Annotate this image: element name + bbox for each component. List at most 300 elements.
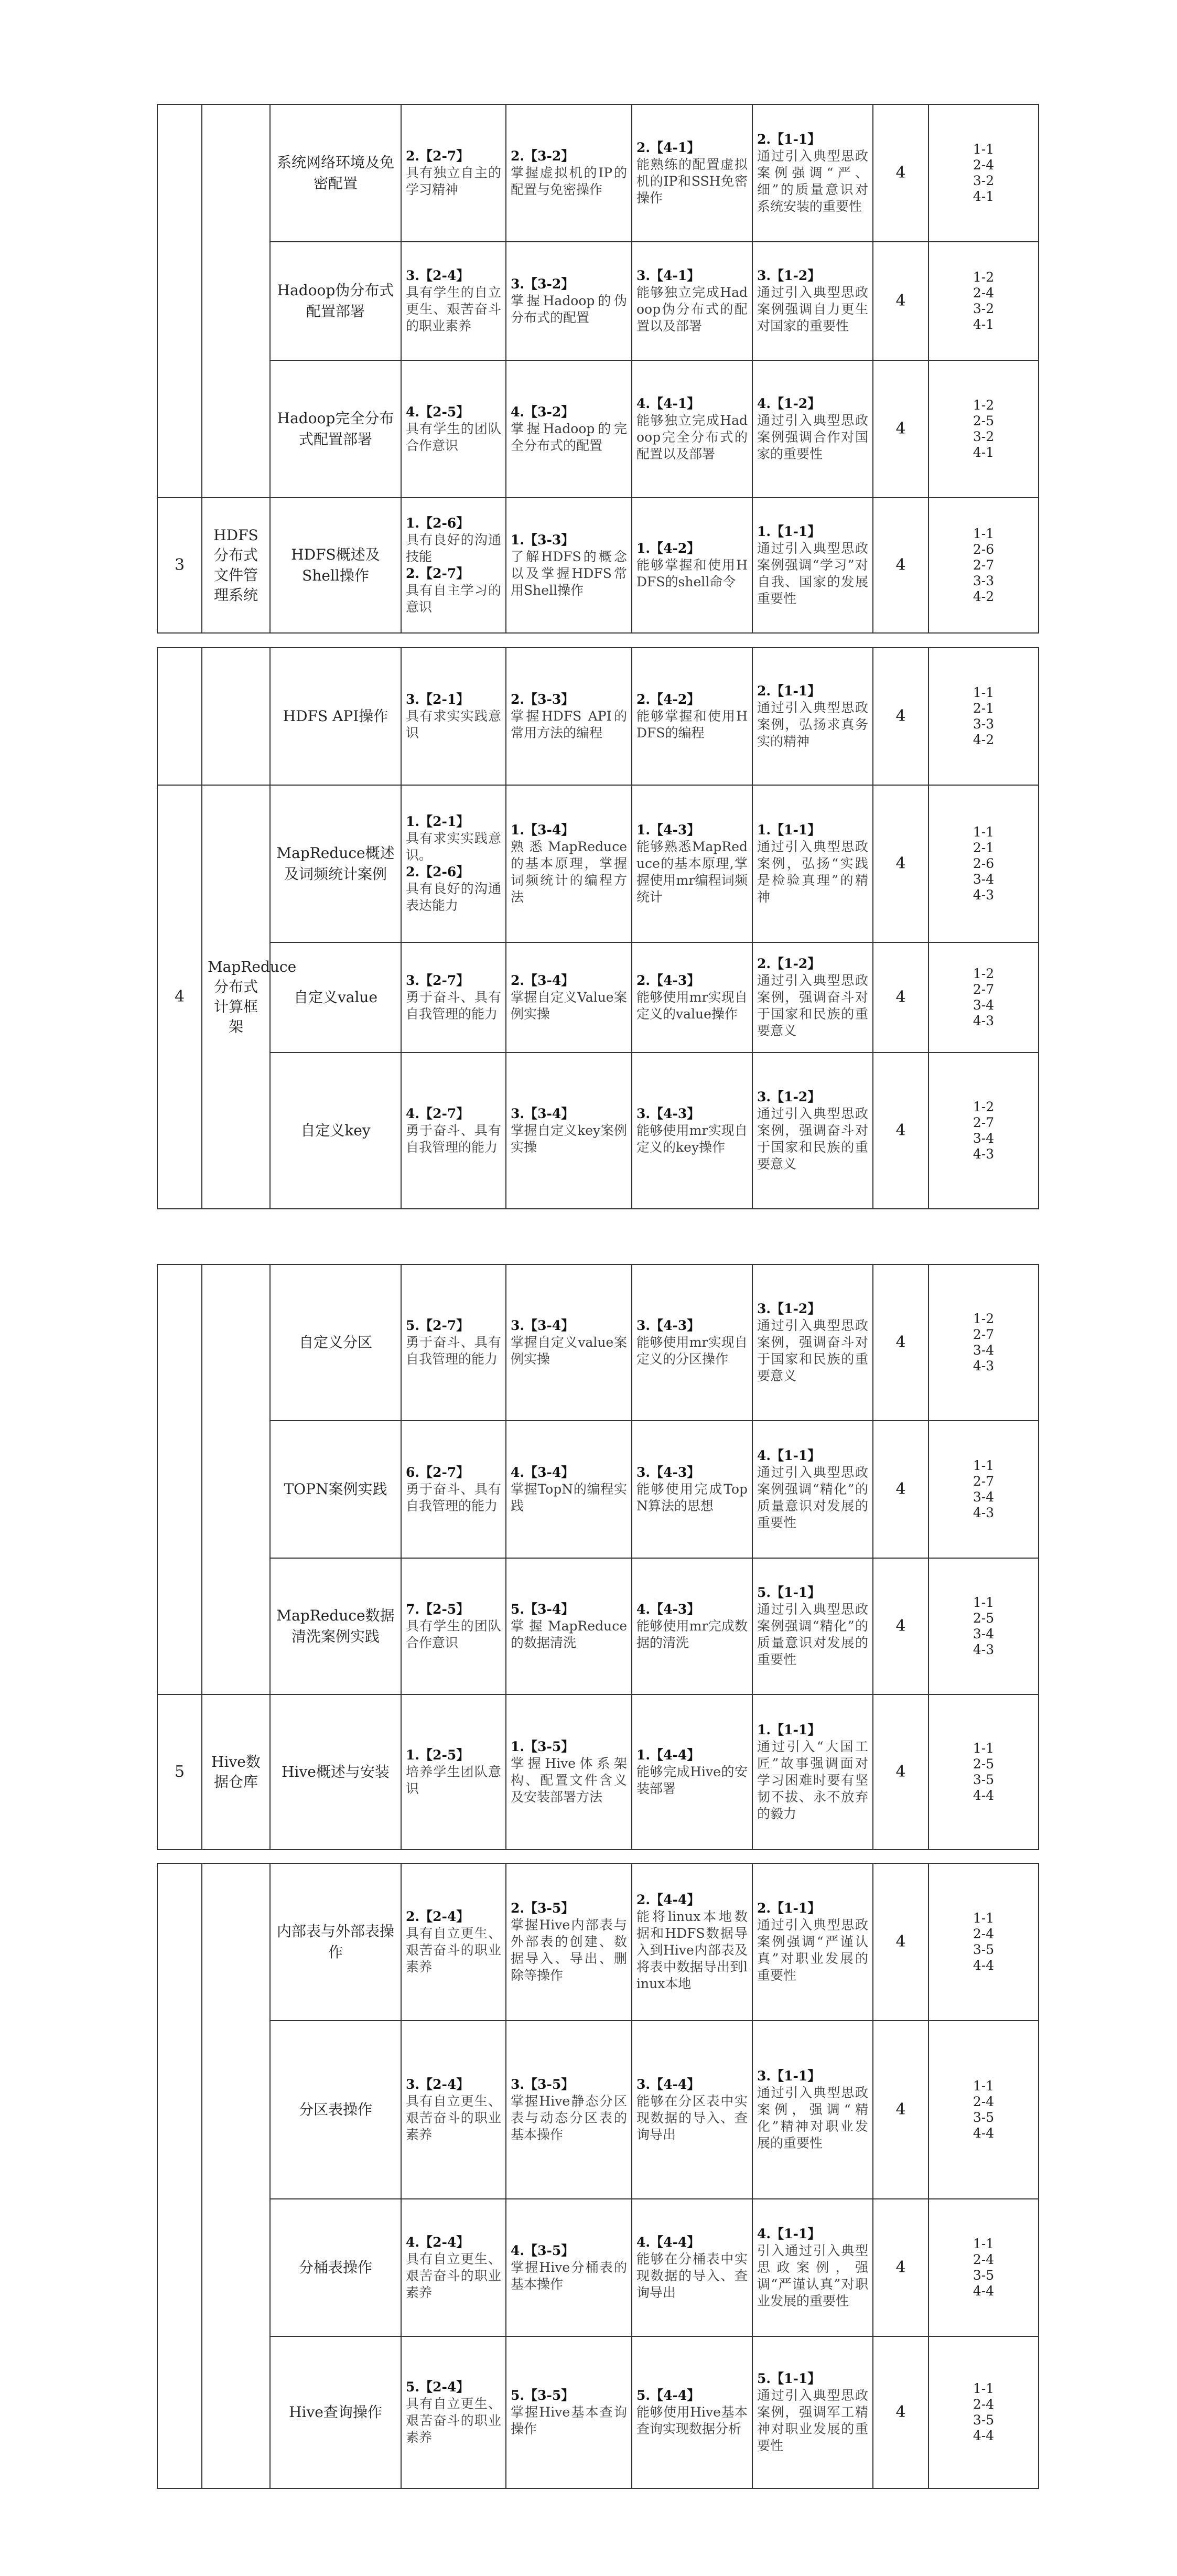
item-text: 勇于奋斗、具有自我管理的能力 [406,1123,501,1155]
ideology-objective-cell [752,942,873,1053]
ideology-objective-cell [752,1421,873,1558]
mapping-code: 1-2 [973,1311,995,1326]
skill-objective-cell [632,1421,752,1558]
item-code: 5.【3-5】 [511,2388,575,2403]
hours-cell: 4 [873,1264,928,1421]
mapping-cell [928,360,1039,498]
item-code: 3.【1-2】 [757,1089,821,1104]
item-code: 4.【4-3】 [636,1602,700,1617]
mapping-code: 3-5 [973,1942,995,1957]
mapping-code: 2-7 [973,1474,995,1489]
item-code: 5.【2-7】 [406,1318,470,1333]
item-text: 掌握自定义key案例实操 [511,1123,627,1155]
item-code: 2.【3-4】 [511,973,575,988]
mapping-cell [928,498,1039,633]
mapping-code: 1-1 [973,1741,995,1756]
item-text: 掌握MapReduce的数据清洗 [511,1618,627,1650]
item-text: 具有自立更生、艰苦奋斗的职业素养 [406,1926,501,1974]
item-text: 具有自立更生、艰苦奋斗的职业素养 [406,2251,501,2300]
item-code: 1.【2-1】 [406,814,470,829]
item-code: 5.【1-1】 [757,2371,821,2386]
item-code: 3.【2-4】 [406,2077,470,2092]
topic-cell: MapReduce数据清洗案例实践 [270,1558,401,1694]
item-code: 3.【1-2】 [757,1301,821,1316]
mapping-code: 1-1 [973,2236,995,2251]
quality-objective-cell [401,2021,506,2199]
skill-objective-cell [632,2021,752,2199]
knowledge-objective-cell [506,360,632,498]
mapping-code: 2-4 [973,2252,995,2267]
item-text: 具有学生的团队合作意识 [406,1618,501,1650]
mapping-code: 3-4 [973,1489,995,1505]
quality-objective-cell [401,942,506,1053]
topic-cell: Hadoop伪分布式配置部署 [270,242,401,360]
item-code: 4.【3-5】 [511,2243,575,2258]
item-code: 4.【1-2】 [757,396,821,411]
hours-cell: 4 [873,2199,928,2336]
item-code: 4.【3-2】 [511,404,575,420]
item-code: 3.【3-4】 [511,1318,575,1333]
mapping-code: 3-3 [973,716,995,732]
item-text: 掌握虚拟机的IP的配置与免密操作 [511,165,627,197]
item-code: 2.【1-1】 [757,1901,821,1916]
hours-cell: 4 [873,1863,928,2021]
quality-objective-cell [401,1264,506,1421]
mapping-code: 2-1 [973,840,995,855]
mapping-code: 3-2 [973,429,995,444]
knowledge-objective-cell [506,1558,632,1694]
mapping-code: 3-2 [973,301,995,316]
skill-objective-cell [632,104,752,242]
item-code: 1.【2-6】 [406,516,470,531]
item-text: 培养学生团队意识 [406,1764,501,1796]
ideology-objective-cell [752,1558,873,1694]
topic-cell: 分区表操作 [270,2021,401,2199]
table-row [157,785,1039,942]
table-row [157,1558,1039,1694]
item-code: 2.【2-4】 [406,1909,470,1924]
quality-objective-cell [401,1421,506,1558]
module-name: HDFS分布式文件管理系统 [202,498,270,633]
quality-objective-cell [401,1694,506,1850]
item-code: 1.【4-3】 [636,822,700,838]
mapping-code: 4-3 [973,1642,995,1657]
quality-objective-cell [401,648,506,785]
item-text: 掌握Hive基本查询操作 [511,2405,627,2437]
ideology-objective-cell [752,242,873,360]
mapping-code: 2-6 [973,542,995,557]
mapping-code: 1-2 [973,398,995,413]
item-text: 掌握Hive静态分区表与动态分区表的基本操作 [511,2094,627,2142]
mapping-code: 1-1 [973,526,995,541]
knowledge-objective-cell [506,1421,632,1558]
knowledge-objective-cell [506,242,632,360]
item-text: 能够使用完成TopN算法的思想 [636,1482,748,1514]
mapping-code: 2-7 [973,982,995,997]
item-text: 能够在分桶表中实现数据的导入、查询导出 [636,2251,748,2300]
hours-cell: 4 [873,1694,928,1850]
mapping-code: 4-2 [973,732,995,747]
item-code: 2.【2-7】 [406,566,470,581]
table-row [157,648,1039,785]
hours-cell: 4 [873,648,928,785]
mapping-code: 2-4 [973,285,995,300]
module-number [157,1264,202,1694]
item-text: 掌握TopN的编程实践 [511,1482,627,1514]
item-code: 2.【1-1】 [757,132,821,147]
mapping-code: 1-1 [973,2078,995,2094]
item-code: 1.【2-5】 [406,1747,470,1763]
item-text: 能够使用Hive基本查询实现数据分析 [636,2405,748,2437]
skill-objective-cell [632,785,752,942]
hours-cell: 4 [873,1558,928,1694]
table-row [157,2199,1039,2336]
quality-objective-cell [401,242,506,360]
item-text: 掌握Hadoop的完全分布式的配置 [511,421,627,453]
mapping-code: 2-7 [973,1327,995,1342]
item-code: 1.【1-1】 [757,524,821,539]
skill-objective-cell [632,1264,752,1421]
topic-cell: Hadoop完全分布式配置部署 [270,360,401,498]
syllabus-table [157,104,1039,634]
mapping-code: 1-1 [973,2381,995,2396]
item-text: 掌握Hive内部表与外部表的创建、数据导入、导出、删除等操作 [511,1917,627,1983]
item-text: 通过引入典型思政案例，强调奋斗对于国家和民族的重要意义 [757,1318,868,1383]
skill-objective-cell [632,2199,752,2336]
mapping-cell [928,785,1039,942]
table-page [157,647,1038,1209]
table-row [157,242,1039,360]
item-code: 4.【4-4】 [636,2235,700,2250]
table-row [157,1421,1039,1558]
mapping-code: 4-3 [973,1013,995,1028]
item-text: 掌握自定义value案例实操 [511,1335,627,1367]
table-row [157,1863,1039,2021]
skill-objective-cell [632,2336,752,2488]
item-text: 具有自立更生、艰苦奋斗的职业素养 [406,2094,501,2142]
mapping-cell [928,2336,1039,2488]
item-code: 3.【2-4】 [406,268,470,283]
mapping-code: 1-2 [973,966,995,981]
item-code: 3.【4-3】 [636,1318,700,1333]
mapping-code: 4-3 [973,1358,995,1373]
item-code: 5.【4-4】 [636,2388,700,2403]
mapping-code: 4-1 [973,189,995,204]
mapping-code: 3-4 [973,997,995,1013]
item-code: 2.【3-3】 [511,692,575,707]
table-page [157,1863,1038,2489]
module-name [202,648,270,785]
item-code: 4.【1-1】 [757,2226,821,2241]
quality-objective-cell [401,1558,506,1694]
item-code: 6.【2-7】 [406,1465,470,1480]
module-number [157,1863,202,2488]
item-text: 具有独立自主的学习精神 [406,165,501,197]
mapping-code: 2-5 [973,1756,995,1772]
mapping-code: 1-1 [973,142,995,157]
item-code: 5.【1-1】 [757,1585,821,1600]
topic-cell: 内部表与外部表操作 [270,1863,401,2021]
item-text: 通过引入典型思政案例，强调“精化”精神对职业发展的重要性 [757,2085,868,2151]
item-text: 能够使用mr实现自定义的分区操作 [636,1335,748,1367]
mapping-code: 2-5 [973,413,995,428]
module-name: MapReduce分布式计算框架 [202,785,270,1209]
item-code: 1.【4-4】 [636,1747,700,1763]
mapping-code: 2-1 [973,701,995,716]
hours-cell: 4 [873,1421,928,1558]
item-text: 通过引入典型思政案例，强调军工精神对职业发展的重要性 [757,2388,868,2453]
topic-cell: 自定义value [270,942,401,1053]
item-code: 2.【3-5】 [511,1901,575,1916]
item-code: 3.【4-4】 [636,2077,700,2092]
table-page [157,104,1038,634]
quality-objective-cell [401,104,506,242]
item-text: 能够在分区表中实现数据的导入、查询导出 [636,2094,748,2142]
mapping-code: 3-5 [973,2412,995,2428]
table-row [157,2336,1039,2488]
skill-objective-cell [632,1694,752,1850]
mapping-code: 3-4 [973,872,995,887]
item-text: 具有自主学习的意识 [406,583,501,615]
mapping-code: 4-4 [973,1958,995,1973]
mapping-code: 2-4 [973,1926,995,1941]
item-code: 3.【3-5】 [511,2077,575,2092]
hours-cell: 4 [873,1053,928,1209]
quality-objective-cell [401,1863,506,2021]
topic-cell: TOPN案例实践 [270,1421,401,1558]
item-text: 具有良好的沟通技能 [406,532,501,564]
mapping-code: 4-4 [973,2126,995,2141]
module-number: 3 [157,498,202,633]
item-code: 2.【2-6】 [406,864,470,879]
item-text: 通过引入典型思政案例强调“精化”的质量意识对发展的重要性 [757,1465,868,1530]
mapping-code: 1-2 [973,1099,995,1114]
item-text: 熟悉MapReduce的基本原理，掌握词频统计的编程方法 [511,839,627,905]
item-text: 通过引入“大国工匠”故事强调面对学习困难时要有坚韧不拔、永不放弃的毅力 [757,1739,868,1821]
syllabus-table [157,1264,1039,1850]
item-text: 具有学生的团队合作意识 [406,421,501,453]
mapping-cell [928,1264,1039,1421]
knowledge-objective-cell [506,1694,632,1850]
item-code: 1.【3-5】 [511,1739,575,1754]
hours-cell: 4 [873,104,928,242]
module-name: Hive数据仓库 [202,1694,270,1850]
mapping-cell [928,242,1039,360]
topic-cell: Hive查询操作 [270,2336,401,2488]
mapping-code: 1-1 [973,1595,995,1610]
table-row [157,104,1039,242]
item-code: 4.【3-4】 [511,1465,575,1480]
ideology-objective-cell [752,498,873,633]
item-text: 具有求实实践意识 [406,709,501,740]
mapping-code: 3-3 [973,573,995,588]
hours-cell: 4 [873,942,928,1053]
mapping-code: 1-1 [973,1458,995,1473]
item-text: 具有自立更生、艰苦奋斗的职业素养 [406,2396,501,2445]
mapping-code: 1-2 [973,270,995,285]
table-row [157,1694,1039,1850]
item-code: 2.【1-1】 [757,683,821,699]
mapping-code: 3-4 [973,1626,995,1641]
topic-cell: 系统网络环境及免密配置 [270,104,401,242]
hours-cell: 4 [873,2021,928,2199]
module-number [157,104,202,498]
mapping-code: 3-5 [973,2110,995,2125]
item-text: 通过引入典型思政案例，弘扬“实践是检验真理”的精神 [757,839,868,905]
skill-objective-cell [632,498,752,633]
skill-objective-cell [632,1863,752,2021]
item-code: 1.【4-2】 [636,541,700,556]
mapping-code: 4-4 [973,2428,995,2443]
mapping-code: 4-4 [973,1788,995,1803]
skill-objective-cell [632,1558,752,1694]
mapping-code: 2-7 [973,1115,995,1130]
item-code: 4.【4-1】 [636,396,700,411]
mapping-cell [928,104,1039,242]
item-text: 能够独立完成Hadoop伪分布式的配置以及部署 [636,285,748,334]
item-code: 2.【4-2】 [636,692,700,707]
item-text: 具有良好的沟通表达能力 [406,881,501,913]
mapping-code: 4-1 [973,445,995,460]
item-code: 5.【2-4】 [406,2379,470,2395]
hours-cell: 4 [873,242,928,360]
syllabus-table [157,1863,1039,2489]
table-row [157,360,1039,498]
item-text: 能熟练的配置虚拟机的IP和SSH免密操作 [636,157,748,206]
item-code: 2.【4-1】 [636,140,700,155]
quality-objective-cell [401,2336,506,2488]
item-text: 掌握Hive分桶表的基本操作 [511,2260,627,2292]
item-text: 掌握Hive体系架构、配置文件含义及安装部署方法 [511,1756,627,1805]
topic-cell: 分桶表操作 [270,2199,401,2336]
mapping-cell [928,942,1039,1053]
item-code: 2.【3-2】 [511,148,575,164]
item-text: 掌握Hadoop的伪分布式的配置 [511,293,627,325]
item-code: 3.【2-1】 [406,692,470,707]
mapping-code: 2-4 [973,2397,995,2412]
quality-objective-cell [401,360,506,498]
item-code: 7.【2-5】 [406,1602,470,1617]
module-name [202,1863,270,2488]
item-text: 具有求实实践意识。 [406,831,501,863]
table-row [157,1053,1039,1209]
item-code: 2.【4-4】 [636,1892,700,1907]
topic-cell: 自定义key [270,1053,401,1209]
item-code: 1.【1-1】 [757,822,821,838]
item-text: 通过引入典型思政案例强调“严谨认真”对职业发展的重要性 [757,1917,868,1983]
mapping-cell [928,2021,1039,2199]
item-text: 能够使用mr实现自定义的value操作 [636,990,748,1022]
skill-objective-cell [632,1053,752,1209]
item-text: 通过引入典型思政案例强调“严、细”的质量意识对系统安装的重要性 [757,148,868,214]
mapping-code: 4-4 [973,2283,995,2299]
item-text: 能够掌握和使用HDFS的shell命令 [636,557,748,589]
item-text: 勇于奋斗、具有自我管理的能力 [406,1335,501,1367]
ideology-objective-cell [752,2199,873,2336]
topic-cell: MapReduce概述及词频统计案例 [270,785,401,942]
item-text: 能够掌握和使用HDFS的编程 [636,709,748,740]
item-text: 通过引入典型思政案例，强调奋斗对于国家和民族的重要意义 [757,973,868,1038]
item-code: 4.【1-1】 [757,1448,821,1463]
item-code: 2.【2-7】 [406,148,470,164]
item-code: 3.【3-4】 [511,1106,575,1121]
skill-objective-cell [632,242,752,360]
item-text: 能将linux本地数据和HDFS数据导入到Hive内部表及将表中数据导出到linux本地 [636,1909,748,1991]
ideology-objective-cell [752,104,873,242]
mapping-code: 4-3 [973,1505,995,1520]
knowledge-objective-cell [506,2199,632,2336]
topic-cell: HDFS概述及Shell操作 [270,498,401,633]
ideology-objective-cell [752,1053,873,1209]
module-name [202,1264,270,1694]
mapping-code: 3-5 [973,2268,995,2283]
item-code: 3.【2-7】 [406,973,470,988]
table-row [157,1264,1039,1421]
ideology-objective-cell [752,360,873,498]
item-code: 1.【1-1】 [757,1722,821,1737]
knowledge-objective-cell [506,1053,632,1209]
item-code: 4.【2-4】 [406,2235,470,2250]
mapping-code: 3-4 [973,1131,995,1146]
item-text: 掌握自定义Value案例实操 [511,990,627,1022]
item-code: 1.【3-4】 [511,822,575,838]
item-text: 勇于奋斗、具有自我管理的能力 [406,1482,501,1514]
module-number [157,648,202,785]
item-code: 3.【3-2】 [511,276,575,292]
knowledge-objective-cell [506,1863,632,2021]
item-text: 能够完成Hive的安装部署 [636,1764,748,1796]
item-text: 通过引入典型思政案例强调自力更生对国家的重要性 [757,285,868,334]
knowledge-objective-cell [506,104,632,242]
item-code: 3.【1-1】 [757,2068,821,2084]
quality-objective-cell [401,2199,506,2336]
item-code: 3.【4-1】 [636,268,700,283]
hours-cell: 4 [873,785,928,942]
item-text: 通过引入典型思政案例强调“学习”对自我、国家的发展重要性 [757,541,868,606]
knowledge-objective-cell [506,648,632,785]
item-text: 具有学生的自立更生、艰苦奋斗的职业素养 [406,285,501,334]
module-number: 5 [157,1694,202,1850]
mapping-code: 1-1 [973,685,995,700]
item-text: 了解HDFS的概念以及掌握HDFS常用Shell操作 [511,549,627,598]
mapping-code: 2-6 [973,856,995,871]
hours-cell: 4 [873,2336,928,2488]
item-code: 4.【2-5】 [406,404,470,420]
mapping-cell [928,1863,1039,2021]
item-text: 能够独立完成Hadoop完全分布式的配置以及部署 [636,413,748,461]
table-row [157,2021,1039,2199]
table-page [157,1264,1038,1850]
mapping-code: 3-2 [973,173,995,188]
ideology-objective-cell [752,1694,873,1850]
mapping-cell [928,1558,1039,1694]
item-code: 1.【3-3】 [511,532,575,548]
quality-objective-cell [401,498,506,633]
item-code: 2.【4-3】 [636,973,700,988]
item-text: 能够使用mr实现自定义的key操作 [636,1123,748,1155]
mapping-code: 1-1 [973,824,995,840]
knowledge-objective-cell [506,785,632,942]
hours-cell: 4 [873,498,928,633]
knowledge-objective-cell [506,1264,632,1421]
topic-cell: 自定义分区 [270,1264,401,1421]
item-text: 引入通过引入典型思政案例，强调“严谨认真”对职业发展的重要性 [757,2243,868,2309]
topic-cell: HDFS API操作 [270,648,401,785]
mapping-cell [928,1421,1039,1558]
item-text: 能够熟悉MapReduce的基本原理,掌握使用mr编程词频统计 [636,839,748,905]
mapping-cell [928,1053,1039,1209]
mapping-code: 2-5 [973,1611,995,1626]
